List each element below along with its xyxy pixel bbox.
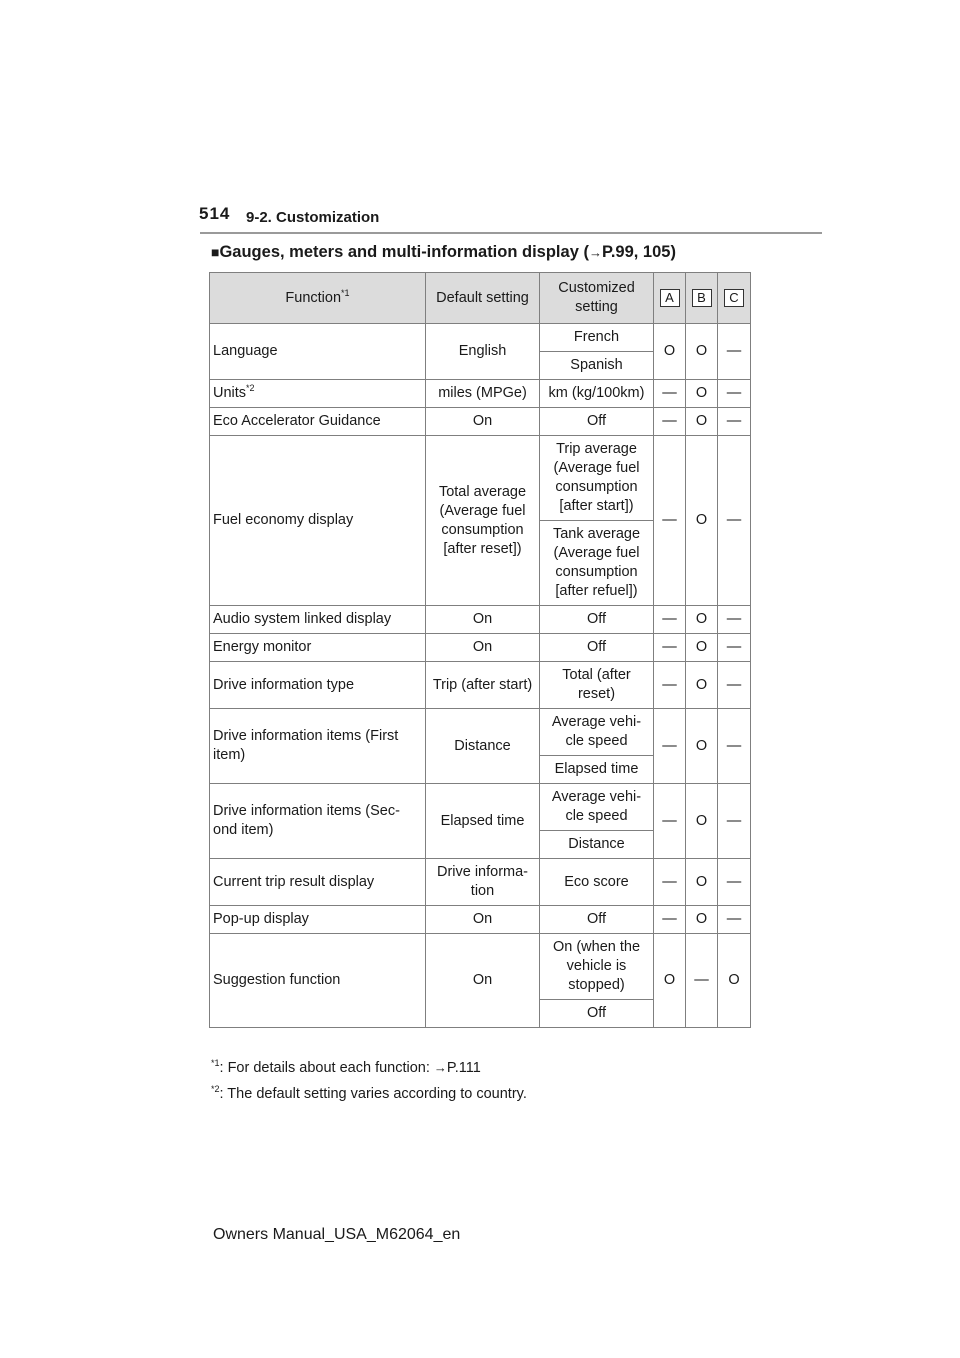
cell-c: — — [718, 324, 751, 380]
cell-c: — — [718, 606, 751, 634]
cell-b: O — [686, 324, 718, 380]
square-bullet-icon: ■ — [211, 244, 220, 260]
cell-b: O — [686, 662, 718, 709]
cell-custom: Off — [540, 408, 654, 436]
cell-custom: French — [540, 324, 654, 352]
cell-c: — — [718, 380, 751, 408]
footnote-reference-link[interactable]: P.111 — [446, 1060, 481, 1076]
heading-text: Gauges, meters and multi-information display ( — [219, 243, 589, 261]
cell-a: — — [654, 634, 686, 662]
footnote-2: $^{*2}$: The default setting varies according to country. — [211, 1084, 527, 1102]
arrow-right-icon: → — [433, 1060, 447, 1075]
cell-custom: Distance — [540, 831, 654, 859]
cell-custom: Off — [540, 634, 654, 662]
cell-default: On — [426, 934, 540, 1028]
cell-default: Elapsed time — [426, 784, 540, 859]
cell-c: — — [718, 906, 751, 934]
header-default-setting: Default setting — [426, 273, 540, 324]
cell-c: O — [718, 934, 751, 1028]
cell-c: — — [718, 784, 751, 859]
cell-default: Trip (after start) — [426, 662, 540, 709]
cell-b: O — [686, 784, 718, 859]
cell-function: Suggestion function — [210, 934, 426, 1028]
header-col-b: B — [686, 273, 718, 324]
cell-default: English — [426, 324, 540, 380]
cell-b: O — [686, 859, 718, 906]
cell-c: — — [718, 408, 751, 436]
header-customized-setting: Customized setting — [540, 273, 654, 324]
cell-c: — — [718, 859, 751, 906]
heading-reference-link[interactable]: P.99, 105) — [601, 243, 676, 261]
cell-function: Drive information items (Sec-ond item) — [210, 784, 426, 859]
table-row — [210, 934, 751, 1000]
cell-custom: Eco score — [540, 859, 654, 906]
cell-function: Pop-up display — [210, 906, 426, 934]
cell-default: On — [426, 606, 540, 634]
table-row — [210, 784, 751, 831]
cell-a: — — [654, 859, 686, 906]
cell-a: — — [654, 709, 686, 784]
cell-b: — — [686, 934, 718, 1028]
header-divider — [200, 232, 822, 234]
header-col-a: A — [654, 273, 686, 324]
cell-a: — — [654, 380, 686, 408]
section-heading — [211, 243, 676, 262]
header-col-c: C — [718, 273, 751, 324]
cell-b: O — [686, 408, 718, 436]
cell-function: Language — [210, 324, 426, 380]
cell-default: Total average (Average fuel consumption [after reset]) — [426, 436, 540, 606]
cell-a: — — [654, 662, 686, 709]
cell-c: — — [718, 436, 751, 606]
cell-function: Drive information type — [210, 662, 426, 709]
cell-function: Drive information items (First item) — [210, 709, 426, 784]
page-number: 514 — [199, 204, 231, 223]
cell-b: O — [686, 906, 718, 934]
cell-custom: Average vehi-cle speed — [540, 709, 654, 756]
cell-default: On — [426, 408, 540, 436]
cell-default: On — [426, 906, 540, 934]
cell-a: — — [654, 784, 686, 859]
manual-footer: Owners Manual_USA_M62064_en — [213, 1226, 461, 1243]
cell-custom: Spanish — [540, 352, 654, 380]
table-header-row — [210, 273, 751, 324]
cell-default: miles (MPGe) — [426, 380, 540, 408]
customization-table — [209, 272, 751, 1028]
cell-custom: Total (after reset) — [540, 662, 654, 709]
cell-a: — — [654, 436, 686, 606]
cell-function: Audio system linked display — [210, 606, 426, 634]
cell-default: On — [426, 634, 540, 662]
table-row — [210, 634, 751, 662]
cell-b: O — [686, 606, 718, 634]
cell-default: Drive informa-tion — [426, 859, 540, 906]
cell-c: — — [718, 634, 751, 662]
cell-custom: Average vehi-cle speed — [540, 784, 654, 831]
cell-c: — — [718, 662, 751, 709]
cell-custom: Off — [540, 606, 654, 634]
cell-function: Eco Accelerator Guidance — [210, 408, 426, 436]
table-row — [210, 324, 751, 352]
cell-a: — — [654, 906, 686, 934]
cell-b: O — [686, 634, 718, 662]
cell-default: Distance — [426, 709, 540, 784]
cell-custom: km (kg/100km) — [540, 380, 654, 408]
table-row — [210, 906, 751, 934]
cell-custom: Tank average (Average fuel consumption [after refuel]) — [540, 521, 654, 606]
cell-c: — — [718, 709, 751, 784]
cell-b: O — [686, 709, 718, 784]
section-title: 9-2. Customization — [246, 209, 380, 226]
cell-function: Units$^{*2}$ — [210, 380, 426, 408]
cell-a: O — [654, 934, 686, 1028]
cell-function: Current trip result display — [210, 859, 426, 906]
table-row — [210, 606, 751, 634]
table-row — [210, 408, 751, 436]
table-row — [210, 709, 751, 756]
table-row — [210, 436, 751, 521]
footnote-1: $^{*1}$: For details about each function: →P.111 — [211, 1058, 481, 1076]
cell-function: Energy monitor — [210, 634, 426, 662]
cell-custom: Off — [540, 1000, 654, 1028]
cell-custom: Trip average (Average fuel consumption [after start]) — [540, 436, 654, 521]
table-row — [210, 662, 751, 709]
cell-a: — — [654, 606, 686, 634]
arrow-right-icon: → — [588, 245, 602, 260]
cell-custom: On (when the vehicle is stopped) — [540, 934, 654, 1000]
cell-custom: Elapsed time — [540, 756, 654, 784]
cell-b: O — [686, 436, 718, 606]
cell-a: — — [654, 408, 686, 436]
header-function: Function$^{*1}$ — [210, 273, 426, 324]
table-row — [210, 859, 751, 906]
cell-a: O — [654, 324, 686, 380]
cell-custom: Off — [540, 906, 654, 934]
cell-function: Fuel economy display — [210, 436, 426, 606]
table-row — [210, 380, 751, 408]
cell-b: O — [686, 380, 718, 408]
